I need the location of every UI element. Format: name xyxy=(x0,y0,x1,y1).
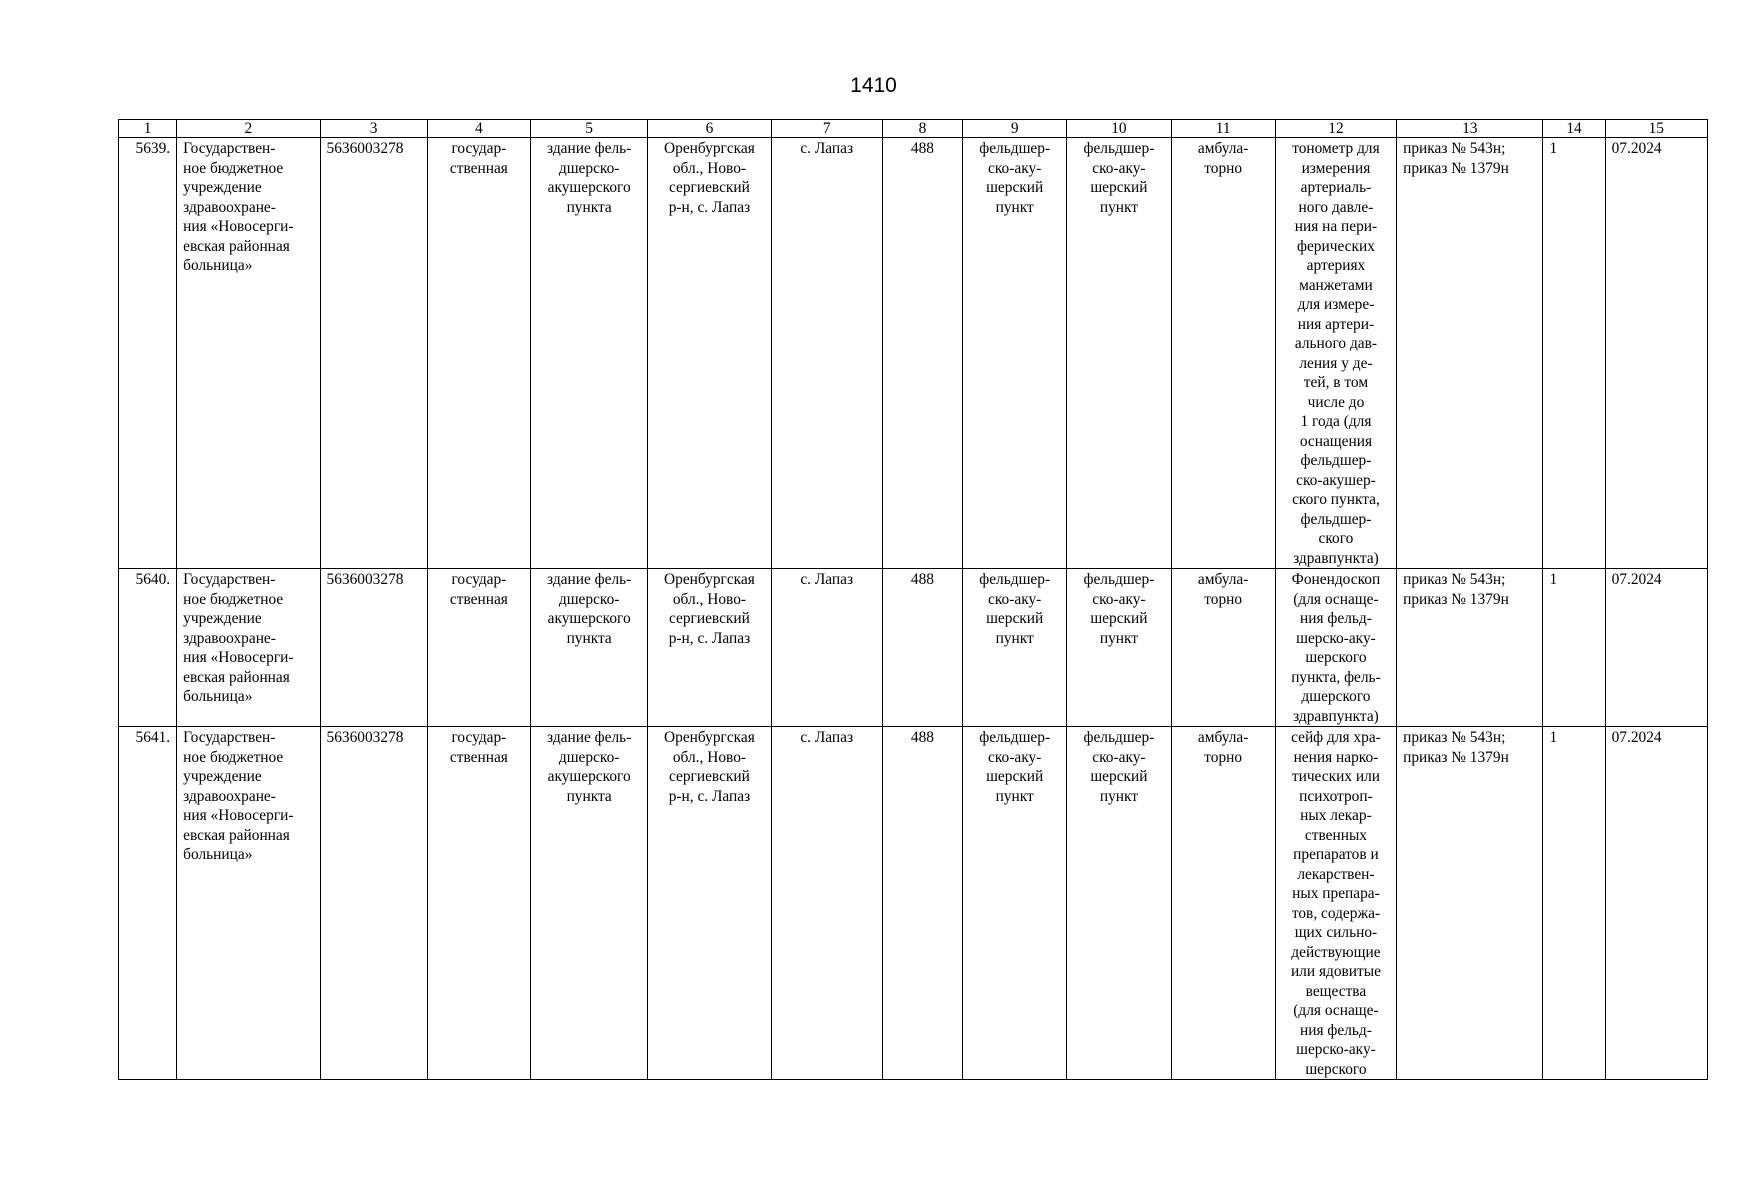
row-number-cell: 5640. xyxy=(119,569,177,727)
order-cell: приказ № 543н; приказ № 1379н xyxy=(1397,138,1543,569)
column-header: 5 xyxy=(531,120,648,138)
inn-cell: 5636003278 xyxy=(320,569,427,727)
quantity-cell: 1 xyxy=(1543,727,1605,1080)
unit-subtype-cell: фельдшер- ско-аку- шерский пункт xyxy=(1067,569,1171,727)
inn-cell: 5636003278 xyxy=(320,138,427,569)
table-row xyxy=(119,569,1708,727)
table-row xyxy=(119,138,1708,569)
locality-cell: с. Лапаз xyxy=(771,727,882,1080)
date-cell: 07.2024 xyxy=(1605,727,1707,1080)
quantity-cell: 1 xyxy=(1543,569,1605,727)
organization-cell: Государствен- ное бюджетное учреждение здравоохране- ния «Новосерги- евская районная больница» xyxy=(177,727,320,1080)
building-cell: здание фель- дшерско- акушерского пункта xyxy=(531,138,648,569)
column-header: 15 xyxy=(1605,120,1707,138)
population-cell: 488 xyxy=(882,138,962,569)
building-cell: здание фель- дшерско- акушерского пункта xyxy=(531,727,648,1080)
equipment-registry-table xyxy=(118,119,1708,1080)
unit-type-cell: фельдшер- ско-аку- шерский пункт xyxy=(963,569,1067,727)
page-number: 1410 xyxy=(850,74,897,97)
address-cell: Оренбургская обл., Ново- сергиевский р-н, с. Лапаз xyxy=(648,138,771,569)
address-cell: Оренбургская обл., Ново- сергиевский р-н, с. Лапаз xyxy=(648,569,771,727)
quantity-cell: 1 xyxy=(1543,138,1605,569)
column-header: 9 xyxy=(963,120,1067,138)
locality-cell: с. Лапаз xyxy=(771,138,882,569)
column-header: 10 xyxy=(1067,120,1171,138)
column-header: 8 xyxy=(882,120,962,138)
population-cell: 488 xyxy=(882,569,962,727)
inn-cell: 5636003278 xyxy=(320,727,427,1080)
row-number-cell: 5641. xyxy=(119,727,177,1080)
column-header: 4 xyxy=(427,120,530,138)
unit-subtype-cell: фельдшер- ско-аку- шерский пункт xyxy=(1067,138,1171,569)
equipment-cell: тонометр для измерения артериаль- ного давле- ния на пери- ферических артериях манжетами для измере- ния артери- ального дав- ления у де- тей, в том числе до 1 года (для оснащения фельдшер- ско-акушер- ского пункта, фельдшер- ского здравпункта) xyxy=(1275,138,1396,569)
order-cell: приказ № 543н; приказ № 1379н xyxy=(1397,727,1543,1080)
equipment-cell: Фонендоскоп (для оснаще- ния фельд- шерско-аку- шерского пункта, фель- дшерского здравпункта) xyxy=(1275,569,1396,727)
ownership-cell: государ- ственная xyxy=(427,569,530,727)
order-cell: приказ № 543н; приказ № 1379н xyxy=(1397,569,1543,727)
population-cell: 488 xyxy=(882,727,962,1080)
column-header: 2 xyxy=(177,120,320,138)
ownership-cell: государ- ственная xyxy=(427,138,530,569)
care-form-cell: амбула- торно xyxy=(1171,138,1275,569)
column-header: 6 xyxy=(648,120,771,138)
organization-cell: Государствен- ное бюджетное учреждение здравоохране- ния «Новосерги- евская районная больница» xyxy=(177,569,320,727)
care-form-cell: амбула- торно xyxy=(1171,569,1275,727)
ownership-cell: государ- ственная xyxy=(427,727,530,1080)
column-header: 1 xyxy=(119,120,177,138)
organization-cell: Государствен- ное бюджетное учреждение здравоохране- ния «Новосерги- евская районная больница» xyxy=(177,138,320,569)
table-row xyxy=(119,727,1708,1080)
equipment-cell: сейф для хра- нения нарко- тических или психотроп- ных лекар- ственных препаратов и лекарствен- ных препара- тов, содержа- щих сильно- действующие или ядовитые вещества (для оснаще- ния фельд- шерско-аку- шерского xyxy=(1275,727,1396,1080)
locality-cell: с. Лапаз xyxy=(771,569,882,727)
date-cell: 07.2024 xyxy=(1605,569,1707,727)
column-header: 12 xyxy=(1275,120,1396,138)
date-cell: 07.2024 xyxy=(1605,138,1707,569)
column-header: 11 xyxy=(1171,120,1275,138)
unit-type-cell: фельдшер- ско-аку- шерский пункт xyxy=(963,727,1067,1080)
column-header: 14 xyxy=(1543,120,1605,138)
building-cell: здание фель- дшерско- акушерского пункта xyxy=(531,569,648,727)
column-header: 3 xyxy=(320,120,427,138)
unit-subtype-cell: фельдшер- ско-аку- шерский пункт xyxy=(1067,727,1171,1080)
row-number-cell: 5639. xyxy=(119,138,177,569)
unit-type-cell: фельдшер- ско-аку- шерский пункт xyxy=(963,138,1067,569)
column-header: 7 xyxy=(771,120,882,138)
address-cell: Оренбургская обл., Ново- сергиевский р-н, с. Лапаз xyxy=(648,727,771,1080)
column-header: 13 xyxy=(1397,120,1543,138)
care-form-cell: амбула- торно xyxy=(1171,727,1275,1080)
column-number-row xyxy=(119,120,1708,138)
